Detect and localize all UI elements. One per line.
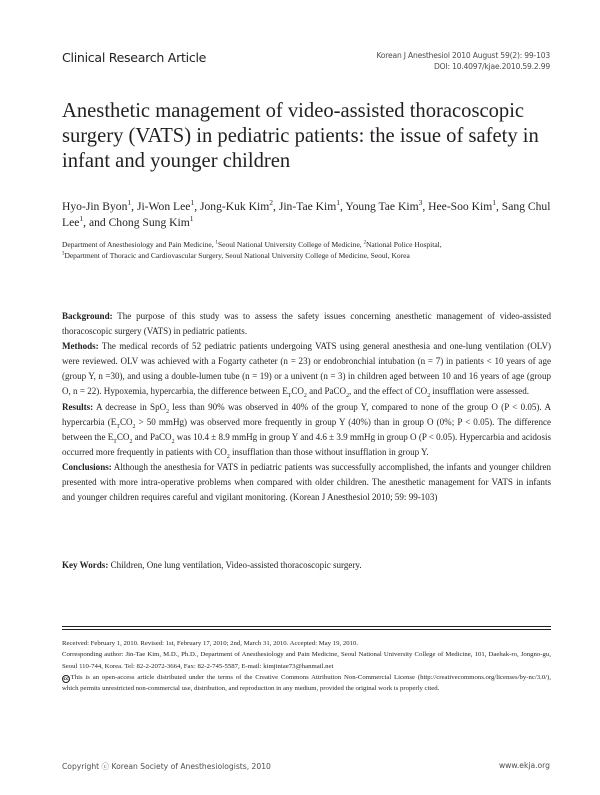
affiliation-dept: Department of Anesthesiology and Pain Medicine, <box>62 240 216 249</box>
footnote-divider <box>62 629 551 631</box>
subscript: 2 <box>171 438 175 445</box>
author-separator: , <box>131 200 137 213</box>
results-text: less than 90% was observed in 40% of the group Y, compared to none of the group O (P < 0.05). A hypercarbia (E <box>62 401 552 427</box>
license-note <box>62 672 551 695</box>
footnote-divider <box>62 626 551 628</box>
keywords-label: Key Words: <box>62 560 109 570</box>
subscript: 2 <box>132 423 136 430</box>
subscript: 2 <box>427 393 431 400</box>
doi-link[interactable]: DOI: 10.4097/kjae.2010.59.2.99 <box>434 62 550 71</box>
results-text: A decrease in SpO <box>93 401 167 412</box>
subscript: T <box>113 438 117 445</box>
results-text: CO <box>116 431 130 442</box>
conclusions-label: Conclusions: <box>62 461 112 472</box>
author-separator: , <box>273 200 279 213</box>
section-label: Clinical Research Article <box>62 50 207 65</box>
subscript: 2 <box>129 438 133 445</box>
results-text: > 50 mmHg) was observed more frequently in group Y (40%) than in group O (0%; P < 0.05). The difference between the E <box>62 416 551 442</box>
footnotes <box>62 638 551 694</box>
subscript: 2 <box>303 393 307 400</box>
copyright: Copyright ⓒ Korean Society of Anesthesiologists, 2010 <box>62 762 271 771</box>
results-text: insufflation than those without insufflation in group Y. <box>229 446 429 457</box>
author-affiliation-mark: 3 <box>418 198 423 208</box>
methods-text: insufflation were assessed. <box>430 386 529 397</box>
author-name: Young Tae Kim <box>345 200 419 213</box>
abstract-results <box>62 400 551 460</box>
author-name: Chong Sung Kim <box>108 216 190 229</box>
affiliations <box>62 239 562 261</box>
author-separator: , <box>340 200 346 213</box>
methods-text: and PaCO <box>306 386 347 397</box>
license-text: This is an open-access article distributed under the terms of the Creative Commons Attribution Non-Commercial License (http://creativecommons.org/licenses/by-nc/3.0/), which permits unrestricted non-commercial use, distribution, and reproduction in any medium, provided the original work is properly cited. <box>62 673 551 693</box>
conclusions-text: Although the anesthesia for VATS in pediatric patients was successfully accomplished, the infants and younger children presented with more intra-operative problems when compared with older children. The anesthetic management for VATS in infants and younger children requires careful and vigilant monitoring. (Korean J Anesthesiol 2010; 59: 99-103) <box>62 461 551 503</box>
corresponding-author: Corresponding author: Jin-Tae Kim, M.D., Ph.D., Department of Anesthesiology and Pain Medicine, Seoul National University College of Medicine, 101, Daehak-ro, Jongno-gu, Seoul 110-744, Korea. Tel: 82-2-2072-3664, Fax: 82-2-745-5587, E-mail: kimjintae73@hanmail.net <box>62 651 551 670</box>
subscript: 2 <box>226 453 230 460</box>
subscript: T <box>116 423 120 430</box>
methods-text: CO <box>291 386 304 397</box>
author-name: Ji-Won Lee <box>136 200 191 213</box>
affiliation-3: Department of Thoracic and Cardiovascular Surgery, Seoul National University College of Medicine, Seoul, Korea <box>64 251 410 260</box>
keywords <box>62 558 551 573</box>
author-affiliation-mark: 1 <box>79 214 84 224</box>
abstract-conclusions <box>62 460 551 505</box>
methods-label: Methods: <box>62 341 99 352</box>
background-text: The purpose of this study was to assess the safety issues concerning anesthetic management of video-assisted thoracoscopic surgery (VATS) in pediatric patients. <box>62 311 551 337</box>
author-affiliation-mark: 1 <box>190 198 195 208</box>
author-affiliation-mark: 1 <box>492 198 496 208</box>
author-separator: , <box>194 200 200 213</box>
journal-website-link[interactable]: www.ekja.org <box>498 761 550 770</box>
author-separator: , and <box>83 216 109 229</box>
received-dates: Received: February 1, 2010. Revised: 1st, February 17, 2010; 2nd, March 31, 2010. Accepted: May 19, 2010. <box>62 640 359 647</box>
methods-text: , and the effect of CO <box>349 386 428 397</box>
creative-commons-icon: cc <box>63 676 69 682</box>
results-text: and PaCO <box>132 431 172 442</box>
author-list <box>62 199 552 231</box>
journal-citation <box>376 50 550 72</box>
results-text: was 10.4 ± 8.9 mmHg in group Y and 4.6 ± 3.9 mmHg in group O (P < 0.05). Hypercarbia and acidosis occurred more frequently in patients with CO <box>62 431 552 457</box>
author-name: Hee-Soo Kim <box>428 200 493 213</box>
background-label: Background: <box>62 311 113 321</box>
article-title: Anesthetic management of video-assisted thoracoscopic surgery (VATS) in pediatric patients: the issue of safety in infant and younger children <box>62 100 539 172</box>
affiliation-mark: 1 <box>215 240 218 246</box>
results-text: CO <box>119 416 133 427</box>
affiliation-1: Seoul National University College of Medicine, <box>217 240 364 249</box>
author-name: Jong-Kuk Kim <box>200 200 270 213</box>
affiliation-mark: 3 <box>62 251 65 257</box>
author-name: Jin-Tae Kim <box>278 200 337 213</box>
author-separator: , <box>422 200 429 213</box>
methods-text: The medical records of 52 pediatric patients undergoing VATS using general anesthesia and one-lung ventilation (OLV) were reviewed. OLV was achieved with a Fogarty catheter (n = 23) or endobronchial intubation (n = 7) in patients < 10 years of age (group Y, n =30), and using a double-lumen tube (n = 19) or a univent (n = 3) in children aged between 10 and 16 years of age (group O, n = 22). Hypoxemia, hypercarbia, the difference between E <box>62 341 551 397</box>
subscript: 2 <box>346 393 349 400</box>
abstract-methods <box>62 339 551 399</box>
author-affiliation-mark: 1 <box>127 198 132 208</box>
results-label: Results: <box>62 401 94 412</box>
journal-line: Korean J Anesthesiol 2010 August 59(2): 99-103 <box>376 51 550 60</box>
author-separator: , <box>496 200 502 213</box>
abstract <box>62 309 551 505</box>
author-affiliation-mark: 1 <box>336 198 341 208</box>
author-affiliation-mark: 1 <box>189 214 194 224</box>
author-affiliation-mark: 2 <box>269 198 274 208</box>
author-name: Hyo-Jin Byon <box>62 200 128 213</box>
subscript: T <box>287 393 292 400</box>
affiliation-2: National Police Hospital, <box>366 240 442 249</box>
abstract-background <box>62 309 551 339</box>
affiliation-mark: 2 <box>363 240 366 246</box>
keywords-text: Children, One lung ventilation, Video-assisted thoracoscopic surgery. <box>108 560 362 570</box>
subscript: 2 <box>166 408 170 415</box>
author-name: Sang Chul Lee <box>62 200 551 229</box>
